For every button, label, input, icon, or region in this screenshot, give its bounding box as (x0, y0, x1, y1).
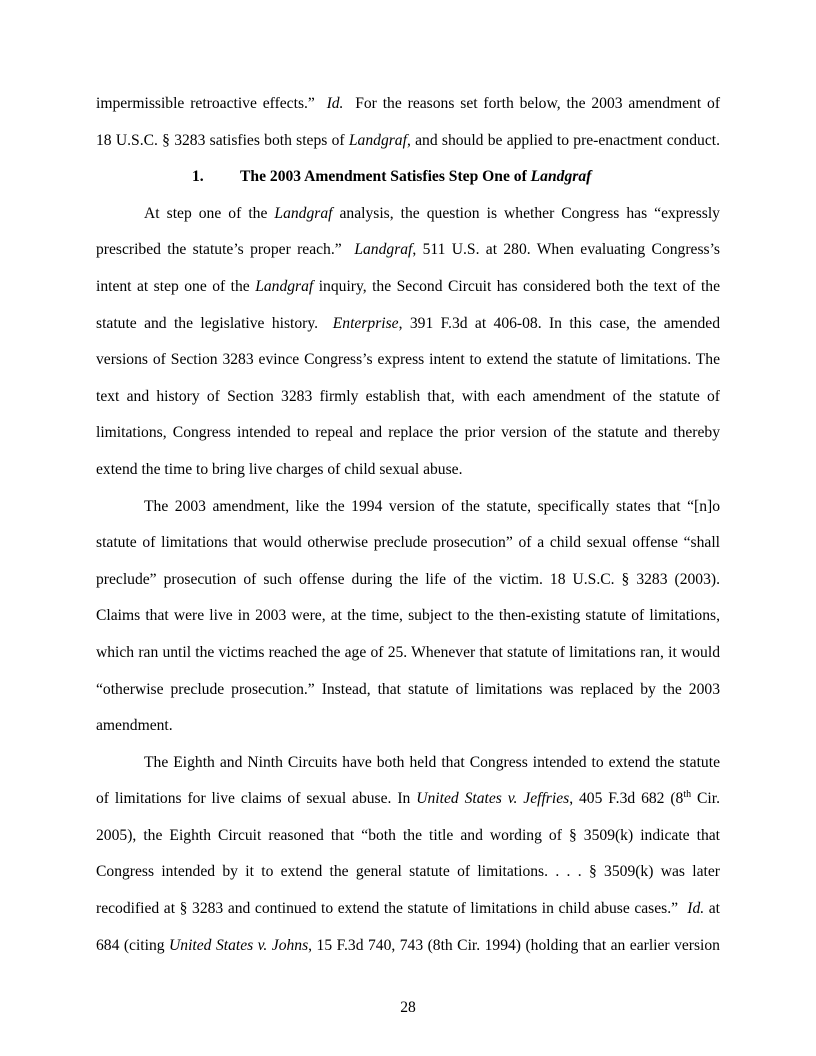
text-run: Cir. (691, 790, 720, 808)
text-line: which ran until the victims reached the age of 25. Whenever that statute of limitations ran, it would (96, 643, 720, 661)
text-run: , and should be applied to pre-enactment conduct. (406, 131, 720, 149)
text-run: At step one of the (144, 204, 268, 222)
case-citation: Id. (687, 900, 705, 918)
text-line (96, 202, 720, 239)
text-run: For the reasons set forth below, the 2003 amendment of (355, 95, 721, 112)
text-run: 684 (citing (96, 936, 165, 954)
text-line: Claims that were live in 2003 were, at the time, subject to the then-existing statute of limitations, (96, 607, 720, 625)
text-run: at (708, 900, 721, 918)
text-line (96, 92, 720, 129)
text-run: intent at step one of the (96, 277, 250, 295)
section-heading (96, 165, 720, 202)
text-run: , 15 F.3d 740, 743 (8th Cir. 1994) (holding that an earlier version (308, 936, 720, 954)
text-line: The 2003 amendment, like the 1994 version of the statute, specifically states that “[n]o (144, 497, 720, 515)
text-line: text and history of Section 3283 firmly establish that, with each amendment of the statute of (96, 387, 720, 405)
text-line: 2005), the Eighth Circuit reasoned that “both the title and wording of § 3509(k) indicate that (96, 826, 720, 844)
page-number: 28 (400, 999, 416, 1016)
text-run: of limitations for live claims of sexual abuse. In (96, 790, 411, 808)
case-citation: Landgraf (354, 241, 413, 259)
text-line: “otherwise preclude prosecution.” Instead, that statute of limitations was replaced by the 2003 (96, 680, 720, 698)
document-page (96, 92, 720, 970)
text-run: prescribed the statute’s proper reach.” (96, 241, 342, 259)
case-citation: United States v. Johns (169, 936, 309, 954)
text-line: limitations, Congress intended to repeal and replace the prior version of the statute and thereby (96, 424, 720, 442)
text-run: statute and the legislative history. (96, 314, 319, 332)
heading-number: 1. (192, 168, 204, 186)
text-line: statute of limitations that would otherwise preclude prosecution” of a child sexual offense “shall (96, 534, 720, 552)
text-line (96, 238, 720, 275)
text-line (96, 787, 720, 824)
text-run: recodified at § 3283 and continued to extend the statute of limitations in child abuse cases.” (96, 900, 679, 918)
text-line (96, 129, 720, 166)
text-run: 18 U.S.C. § 3283 satisfies both steps of (96, 131, 345, 149)
heading-case: Landgraf (530, 168, 592, 186)
text-run: inquiry, the Second Circuit has considered both the text of the (318, 277, 720, 295)
case-citation: United States v. Jeffries (416, 790, 570, 808)
text-line: versions of Section 3283 evince Congress’s express intent to extend the statute of limitations. The (96, 351, 720, 369)
text-line: extend the time to bring live charges of child sexual abuse. (96, 460, 463, 478)
text-line: amendment. (96, 717, 173, 735)
text-run: analysis, the question is whether Congress has “expressly (339, 204, 720, 222)
case-citation: Landgraf (274, 204, 333, 222)
text-line: preclude” prosecution of such offense during the life of the victim. 18 U.S.C. § 3283 (2003). (96, 570, 720, 588)
heading-text: The 2003 Amendment Satisfies Step One of (240, 168, 531, 186)
text-run: , 511 U.S. at 280. When evaluating Congress’s (412, 241, 720, 259)
text-line (96, 897, 720, 934)
text-line (96, 934, 720, 971)
text-line (96, 312, 720, 349)
text-run: impermissible retroactive effects.” (96, 95, 315, 112)
case-citation: Enterprise (332, 314, 399, 332)
case-citation: Landgraf (255, 277, 314, 295)
case-citation: Id. (326, 95, 344, 112)
text-run: , 391 F.3d at 406-08. In this case, the amended (398, 314, 721, 332)
case-citation: Landgraf (348, 131, 407, 149)
text-line: Congress intended by it to extend the general statute of limitations. . . . § 3509(k) was later (96, 863, 720, 881)
text-line: The Eighth and Ninth Circuits have both held that Congress intended to extend the statute (144, 753, 720, 771)
text-line (96, 275, 720, 312)
superscript: th (683, 789, 692, 801)
text-run: , 405 F.3d 682 (8 (569, 790, 684, 808)
